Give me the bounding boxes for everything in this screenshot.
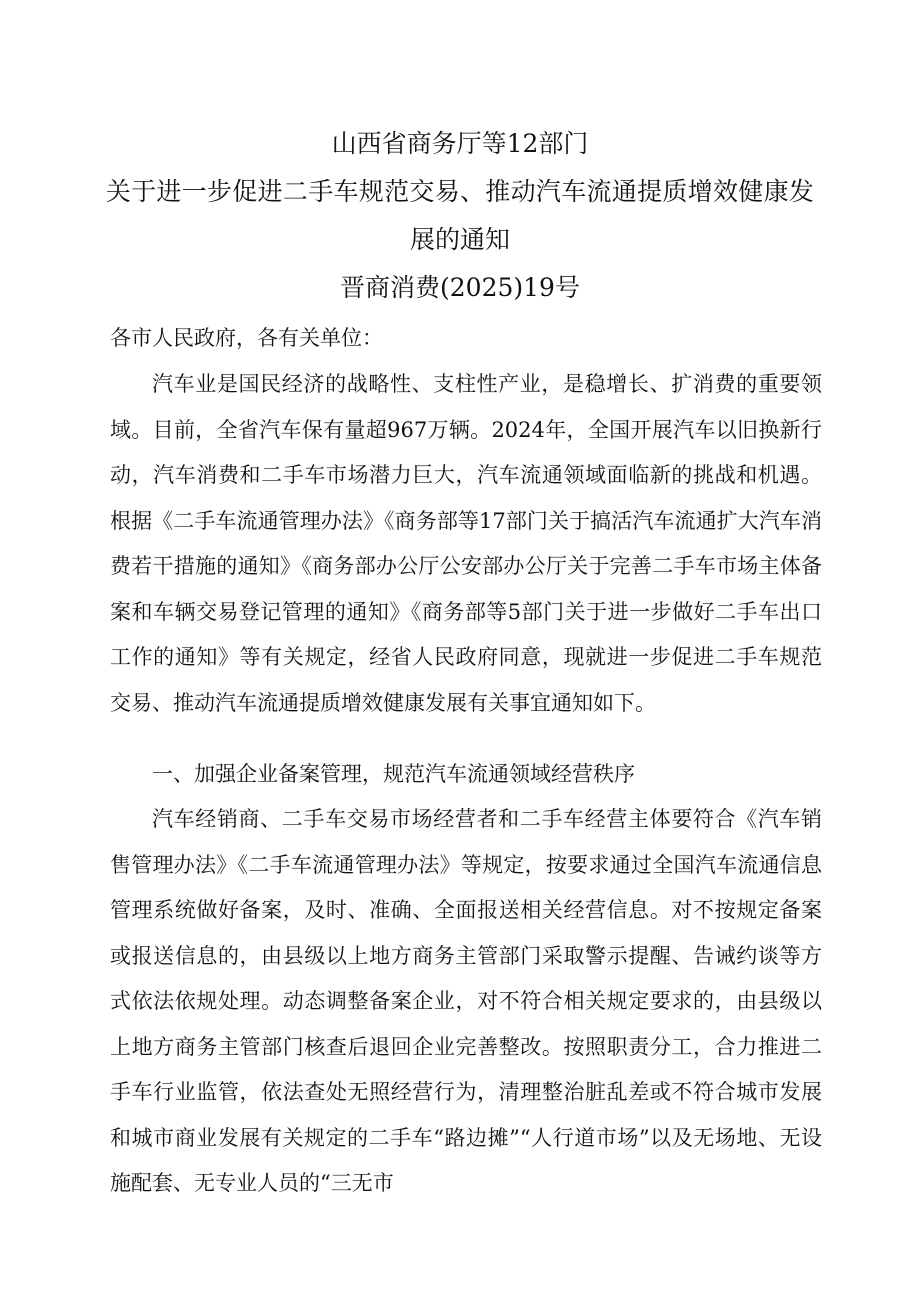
document-number: 晋商消费(2025)19号 xyxy=(340,273,580,302)
paragraph-section1: 汽车经销商、二手车交易市场经营者和二手车经营主体要符合《汽车销售管理办法》《二手车流通管理办法》等规定，按要求通过全国汽车流通信息管理系统做好备案，及时、准确、全面报送相关经营信息。对不按规定备案或报送信息的，由县级以上地方商务主管部门采取警示提醒、告诫约谈等方式依法依规处理。动态调整备案企业，对不符合相关规定要求的，由县级以上地方商务主管部门核查后退回企业完善整改。按照职责分工，合力推进二手车行业监管，依法查处无照经营行为，清理整治脏乱差或不符合城市发展和城市商业发展有关规定的二手车“路边摊”“人行道市场”以及无场地、无设施配套、无专业人员的“三无市 xyxy=(110,807,822,1195)
salutation: 各市人民政府，各有关单位： xyxy=(110,326,383,350)
section-heading-1: 一、加强企业备案管理，规范汽车流通领域经营秩序 xyxy=(152,762,635,786)
title-subject-line1: 关于进一步促进二手车规范交易、推动汽车流通提质增效健康发 xyxy=(105,177,815,206)
paragraph-intro: 汽车业是国民经济的战略性、支柱性产业，是稳增长、扩消费的重要领域。目前，全省汽车保有量超967万辆。2024年，全国开展汽车以旧换新行动，汽车消费和二手车市场潜力巨大，汽车流通领域面临新的挑战和机遇。根据《二手车流通管理办法》《商务部等17部门关于搞活汽车流通扩大汽车消费若干措施的通知》《商务部办公厅公安部办公厅关于完善二手车市场主体备案和车辆交易登记管理的通知》《商务部等5部门关于进一步做好二手车出口工作的通知》等有关规定，经省人民政府同意，现就进一步促进二手车规范交易、推动汽车流通提质增效健康发展有关事宜通知如下。 xyxy=(110,372,822,715)
title-issuer: 山西省商务厅等12部门 xyxy=(331,129,589,158)
title-subject-line2: 展的通知 xyxy=(409,225,510,254)
